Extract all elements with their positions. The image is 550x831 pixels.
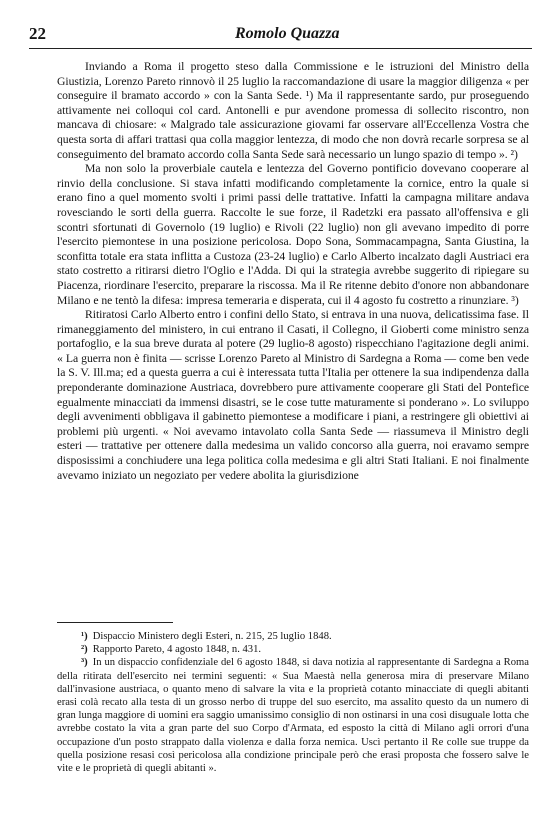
header-rule bbox=[29, 48, 532, 49]
footnote bbox=[57, 656, 529, 775]
footnote-marker: ¹) bbox=[81, 631, 88, 642]
footnote-text: Dispaccio Ministero degli Esteri, n. 215, 25 luglio 1848. bbox=[92, 631, 332, 642]
paragraph: Ritiratosi Carlo Alberto entro i confini dello Stato, si entrava in una nuova, delicatissima fase. Il rimaneggiamento del ministero, in cui entrano il Casati, il Collegno, il Gioberti come ministro senza portafoglio, e la sua breve durata al potere (29 luglio-8 agosto) rispecchiano l'agitazione degli animi. « La guerra non è finita — scrisse Lorenzo Pareto al Ministro di Sardegna a Roma — come ben vede la S. V. Ill.ma; ed a questa guerra a cui è interessata tutta l'Italia per ottenere la sua indipendenza dalla preponderante dominazione Austriaca, dovrebbero pure attivamente cooperare gli Stati del Pontefice egualmente minacciati da immensi disastri, se le cose tutte maturamente si ponderano ». Lo sviluppo degli avvenimenti obbligava il gabinetto piemontese a modificare i piani, a restringere gli obiettivi ai problemi più urgenti. « Noi avevamo intavolato colla Santa Sede — riassumeva il Ministro degli esteri — trattative per ottenere dalla medesima un valido concorso alla guerra, noi eravamo sempre disposissimi a conchiudere una lega politica colla medesima e gli altri Stati Italiani. E noi finalmente avevamo iniziato un negoziato per vedere abolita la giurisdizione bbox=[57, 308, 529, 482]
page-header bbox=[29, 24, 529, 46]
footnotes bbox=[57, 630, 529, 775]
footnote-marker: ²) bbox=[81, 644, 88, 656]
footnote bbox=[57, 643, 529, 656]
page-number: 22 bbox=[29, 24, 46, 43]
footnote-text: In un dispaccio confidenziale del 6 agosto 1848, si dava notizia al rappresentante di Sardegna a Roma della ritirata dell'esercito nei termini seguenti: « Sua Maestà nella generosa mira di preservare Milano dall'invasione austriaca, o quanto meno di salvare la vita e la proprietà cotanto minacciate di quegli abitanti erasi colà recato alla testa di un grosso nerbo di truppe del suo esercito, ma assalito questo da un numero di gran lunga maggiore di uomini era saggio umanissimo consiglio di non ostinarsi in una così disuguale lotta che avrebbe costato la vita a gran parte del suo Corpo d'Armata, ed esposto la città di Milano agli orrori d'una occupazione d'un posto strappato dalla violenza e dalla forza nemica. Uscì pertanto il Re colle sue truppe da quella posizione resasi così pericolosa alla condizione principale però che erasi proposta che fossero salve le vite e le proprietà di quegli abitanti ». bbox=[57, 657, 529, 775]
footnote-marker: ³) bbox=[81, 657, 88, 669]
body-text bbox=[57, 60, 529, 483]
footnote-text: Rapporto Pareto, 4 agosto 1848, n. 431. bbox=[92, 644, 262, 656]
footnote bbox=[57, 630, 529, 643]
footnote-rule bbox=[57, 622, 173, 623]
paragraph: Inviando a Roma il progetto steso dalla Commissione e le istruzioni del Ministro della Giustizia, Lorenzo Pareto rinnovò il 25 luglio la raccomandazione di usare la maggior diligenza « per conseguire il bramato accordo » con la Santa Sede. ¹) Ma il rappresentante sardo, pur proseguendo attivamente nei colloqui col card. Antonelli e pur avendone promessa di sollecito riscontro, non mancava di chiosare: « Malgrado tale assicurazione giovami far osservare all'Eccellenza Vostra che questa sorta di affari trattasi qua colla maggior lentezza, di modo che non dovrà recarle sorpresa se al conseguimento del bramato accordo colla Santa Sede sarà necessario un lungo spazio di tempo ». ²) bbox=[57, 60, 529, 161]
running-title: Romolo Quazza bbox=[235, 25, 340, 42]
paragraph: Ma non solo la proverbiale cautela e lentezza del Governo pontificio dovevano cooperare al rinvio della conclusione. Si stava infatti modificando completamente la cornice, entro la quale si erano fino a quel momento svolti i primi passi delle trattative. Infatti la campagna militare andava rovesciando le sorti della guerra. Raccolte le sue forze, il Radetzki era passato all'offensiva e gli scontri sfortunati di Governolo (19 luglio) e Rivoli (22 luglio) non gli avevano impedito di porre l'esercito piemontese in una posizione pericolosa. Dopo Sona, Sommacampagna, Santa Giustina, la sconfitta totale era stata inflitta a Custoza (23-24 luglio) e Carlo Alberto incalzato dagli Austriaci era stato costretto a ritirarsi dietro l'Oglio e l'Adda. Di qui la strategia avrebbe suggerito di ripiegare su Piacenza, riordinare l'esercito, preparare la riscossa. Ma il Re ritenne debito d'onore non abbandonare Milano e ne tentò la difesa: impresa temeraria e disperata, cui il 4 agosto fu costretto a rinunziare. ³) bbox=[57, 162, 529, 307]
